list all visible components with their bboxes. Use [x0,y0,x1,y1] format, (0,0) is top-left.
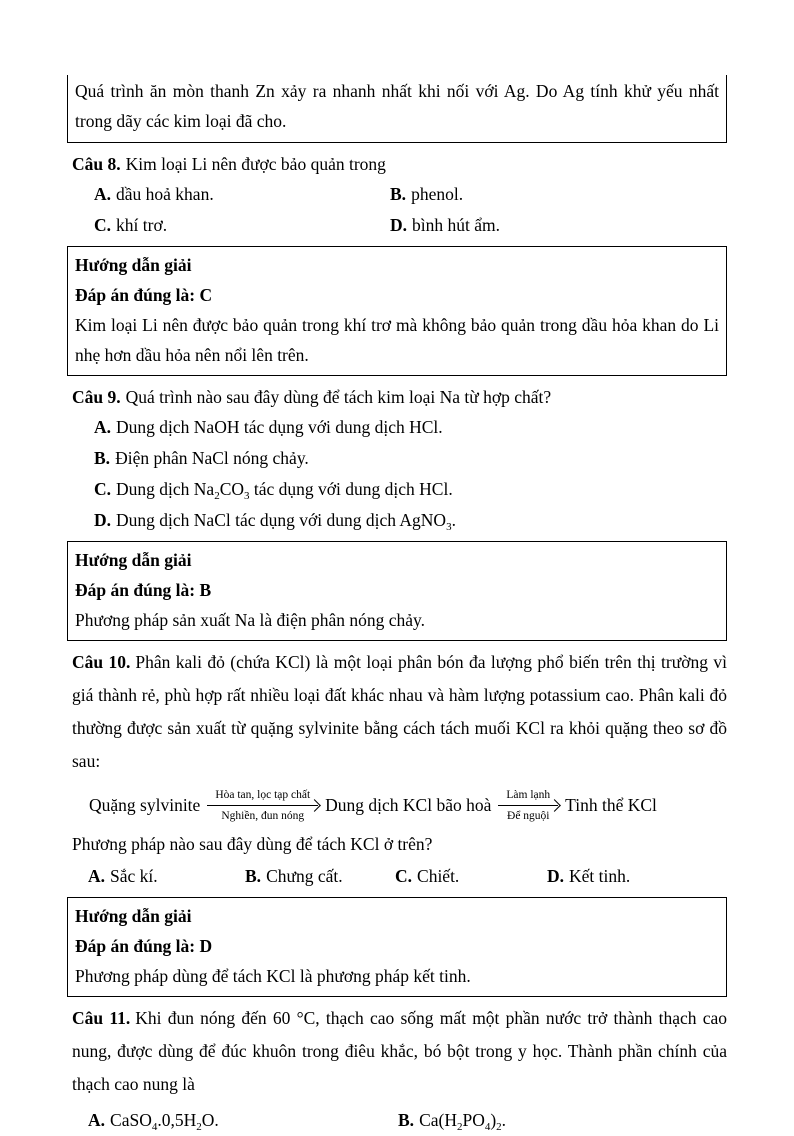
question-11 [72,1002,727,1101]
option-a-text: dầu hoả khan. [116,184,214,204]
option-a-text: $CaSO_4.0,5H_2O$. [110,1110,219,1133]
solution-title: Hướng dẫn giải [75,550,192,570]
option-b-key: B. [398,1110,415,1130]
question-9 [72,382,727,412]
option-b-key: B. [94,448,111,468]
solution-box-8 [67,246,727,376]
continuation-note-box [67,75,727,143]
question-10 [72,646,727,778]
option-a [94,179,390,210]
option-d-text: bình hút ẩm. [412,215,500,235]
option-c-key: C. [94,479,112,499]
question-11-stem: Khi đun nóng đến 60 °C, thạch cao sống mất một phần nước trở thành thạch cao nung, được dùng để đúc khuôn trong điêu khắc, bó bột trong y học. Thành phần chính của thạch cao nung là [72,1008,727,1094]
option-a [88,1105,398,1136]
option-b-text: phenol. [411,184,464,204]
question-9-stem: Quá trình nào sau đây dùng để tách kim loại Na từ hợp chất? [125,387,552,407]
option-c-text: Chiết. [417,866,460,886]
option-c-text: khí trơ. [116,215,168,235]
solution-title: Hướng dẫn giải [75,255,192,275]
option-b-text: $Ca(H_2PO_4)_2$. [419,1110,507,1133]
question-10-options [88,861,727,892]
option-c [94,210,390,241]
reaction-scheme [89,788,727,823]
scheme-middle: Dung dịch KCl bão hoà [325,795,492,815]
arrow-1-label-below: Nghiền, đun nóng [221,810,305,822]
option-a [94,412,727,443]
option-a-key: A. [88,866,106,886]
option-b [94,443,727,474]
solution-answer: Đáp án đúng là: B [75,580,212,600]
option-d [390,210,727,241]
arrow-2-label-below: Để nguội [507,810,550,822]
option-a-key: A. [94,184,112,204]
arrow-2-shaft-icon [498,805,558,806]
question-8-options [94,179,727,241]
option-d [94,505,727,536]
arrow-1-shaft-icon [207,805,318,806]
option-a [88,861,245,892]
question-10-label: Câu 10. [72,652,131,672]
option-a-text: Dung dịch NaOH tác dụng với dung dịch HCl. [116,417,443,437]
continuation-note-text: Quá trình ăn mòn thanh Zn xảy ra nhanh nhất khi nối với Ag. Do Ag tính khử yếu nhất trong dãy các kim loại đã cho. [75,81,719,131]
option-b [245,861,395,892]
option-d-key: D. [94,510,112,530]
option-b-key: B. [390,184,407,204]
reaction-arrow-1 [207,788,318,823]
solution-body: Kim loại Li nên được bảo quản trong khí trơ mà không bảo quản trong dầu hỏa khan do Li nhẹ hơn dầu hỏa nên nổi lên trên. [75,315,719,365]
solution-body: Phương pháp sản xuất Na là điện phân nóng chảy. [75,610,426,630]
reaction-arrow-2 [498,788,558,823]
option-c-text: Dung dịch $Na_2CO_3$ tác dụng với dung dịch HCl. [116,479,453,502]
option-b [390,179,727,210]
option-d-text: Dung dịch NaCl tác dụng với dung dịch AgNO$_3$. [116,510,456,533]
question-8-label: Câu 8. [72,154,121,174]
solution-answer: Đáp án đúng là: D [75,936,213,956]
option-a-key: A. [88,1110,106,1130]
solution-title: Hướng dẫn giải [75,906,192,926]
option-d-key: D. [390,215,408,235]
option-b [398,1105,727,1136]
option-d [547,861,727,892]
option-d-text: Kết tinh. [569,866,631,886]
option-b-key: B. [245,866,262,886]
option-a-text: Sắc kí. [110,866,158,886]
solution-box-9 [67,541,727,641]
arrow-1-label-above: Hòa tan, lọc tạp chất [215,789,311,801]
question-10-subquestion: Phương pháp nào sau đây dùng để tách KCl ở trên? [72,834,433,854]
question-9-options [94,412,727,536]
question-9-label: Câu 9. [72,387,121,407]
option-b-text: Chưng cất. [266,866,343,886]
question-10-stem: Phân kali đỏ (chứa KCl) là một loại phân bón đa lượng phổ biến trên thị trường vì giá thành rẻ, phù hợp rất nhiều loại đất khác nhau và hàm lượng potassium cao. Phân kali đỏ thường được sản xuất từ quặng sylvinite bằng cách tách muối KCl ra khỏi quặng theo sơ đồ sau: [72,652,727,771]
question-11-label: Câu 11. [72,1008,131,1028]
solution-box-10 [67,897,727,997]
solution-body: Phương pháp dùng để tách KCl là phương pháp kết tinh. [75,966,471,986]
option-c [94,474,727,505]
question-8 [72,149,727,179]
scheme-end: Tinh thể KCl [565,795,657,815]
arrow-2-label-above: Làm lạnh [506,789,551,801]
question-8-stem: Kim loại Li nên được bảo quản trong [125,154,386,174]
option-c-key: C. [94,215,112,235]
option-a-key: A. [94,417,112,437]
scheme-start: Quặng sylvinite [89,795,201,815]
option-b-text: Điện phân NaCl nóng chảy. [115,448,309,468]
option-c-key: C. [395,866,413,886]
question-11-options [88,1105,727,1136]
solution-answer: Đáp án đúng là: C [75,285,213,305]
option-c [395,861,547,892]
option-d-key: D. [547,866,565,886]
